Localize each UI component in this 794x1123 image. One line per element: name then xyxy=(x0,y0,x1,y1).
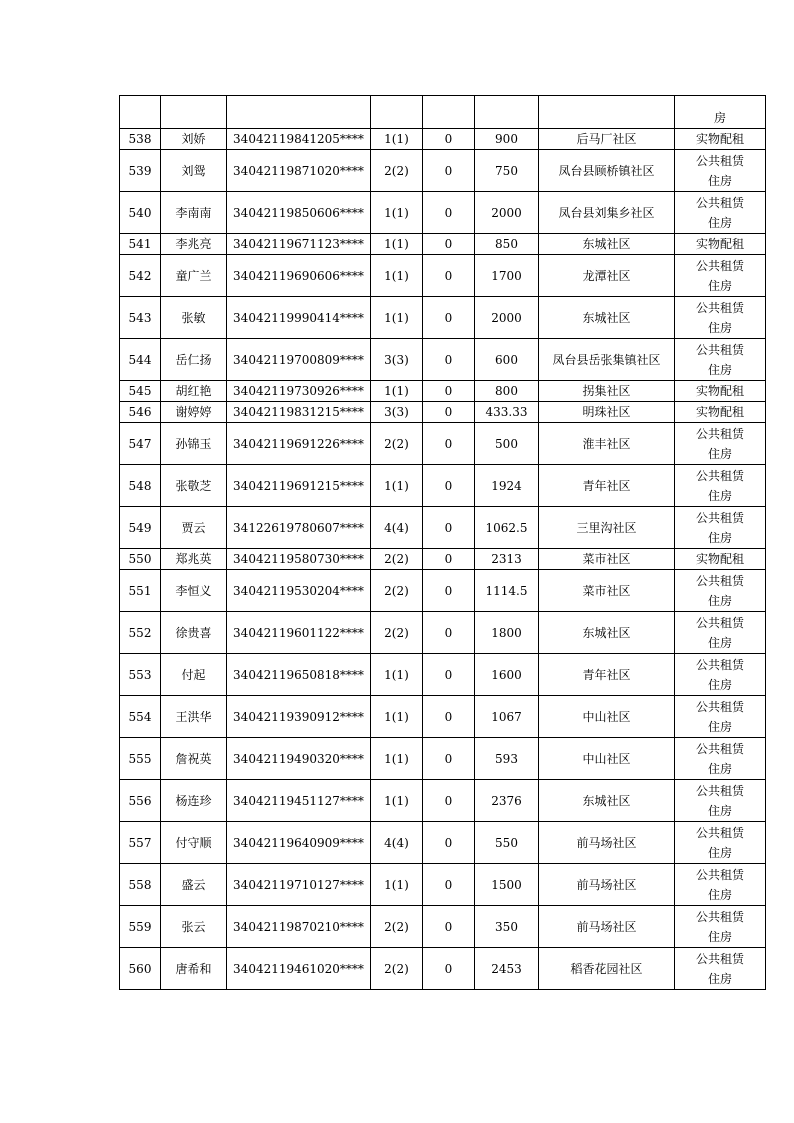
cell-no: 538 xyxy=(120,129,161,150)
table-row-continuation xyxy=(120,96,766,129)
cell-community: 稻香花园社区 xyxy=(539,948,675,990)
cell-amount: 600 xyxy=(475,339,539,381)
table-row xyxy=(120,612,766,654)
cell-count: 0 xyxy=(423,864,475,906)
cell-no: 557 xyxy=(120,822,161,864)
cell-id: 34042119841205**** xyxy=(227,129,371,150)
cell-type: 实物配租 xyxy=(675,234,766,255)
cell-type xyxy=(675,339,766,381)
table-row xyxy=(120,129,766,150)
cell-community: 淮丰社区 xyxy=(539,423,675,465)
cell-members: 2(2) xyxy=(371,948,423,990)
cell-id: 34042119710127**** xyxy=(227,864,371,906)
cell-members: 2(2) xyxy=(371,570,423,612)
cell-members: 1(1) xyxy=(371,255,423,297)
table-row xyxy=(120,507,766,549)
table-row xyxy=(120,738,766,780)
cell-name: 张云 xyxy=(161,906,227,948)
cell-id: 34042119870210**** xyxy=(227,906,371,948)
table-row xyxy=(120,465,766,507)
cell-type-text: 公共租赁住房 xyxy=(695,909,744,944)
cell-community: 菜市社区 xyxy=(539,570,675,612)
cell-amount: 550 xyxy=(475,822,539,864)
table-row xyxy=(120,234,766,255)
cell-amount: 2376 xyxy=(475,780,539,822)
cell-community: 东城社区 xyxy=(539,297,675,339)
table-row xyxy=(120,423,766,465)
cell-empty xyxy=(371,96,423,129)
cell-count: 0 xyxy=(423,654,475,696)
cell-name: 岳仁扬 xyxy=(161,339,227,381)
cell-members: 1(1) xyxy=(371,129,423,150)
table-row xyxy=(120,906,766,948)
cell-type xyxy=(675,864,766,906)
cell-count: 0 xyxy=(423,738,475,780)
cell-empty xyxy=(423,96,475,129)
cell-community: 凤台县刘集乡社区 xyxy=(539,192,675,234)
table-row xyxy=(120,255,766,297)
cell-community: 拐集社区 xyxy=(539,381,675,402)
cell-name: 王洪华 xyxy=(161,696,227,738)
cell-type xyxy=(675,822,766,864)
cell-community: 东城社区 xyxy=(539,612,675,654)
cell-id: 34042119691226**** xyxy=(227,423,371,465)
cell-no: 551 xyxy=(120,570,161,612)
cell-type-text: 公共租赁住房 xyxy=(695,153,744,188)
cell-name: 盛云 xyxy=(161,864,227,906)
cell-community: 凤台县岳张集镇社区 xyxy=(539,339,675,381)
cell-amount: 1800 xyxy=(475,612,539,654)
cell-type-text: 公共租赁住房 xyxy=(695,615,744,650)
table-row xyxy=(120,549,766,570)
cell-community: 前马场社区 xyxy=(539,864,675,906)
cell-type xyxy=(675,465,766,507)
cell-type-text: 公共租赁住房 xyxy=(695,510,744,545)
cell-name: 付守顺 xyxy=(161,822,227,864)
cell-count: 0 xyxy=(423,549,475,570)
cell-name: 李南南 xyxy=(161,192,227,234)
cell-name: 刘鸳 xyxy=(161,150,227,192)
table-row xyxy=(120,150,766,192)
cell-count: 0 xyxy=(423,465,475,507)
cell-members: 1(1) xyxy=(371,654,423,696)
cell-no: 542 xyxy=(120,255,161,297)
cell-name: 李兆亮 xyxy=(161,234,227,255)
table-row xyxy=(120,192,766,234)
cell-members: 1(1) xyxy=(371,864,423,906)
cell-id: 34042119390912**** xyxy=(227,696,371,738)
cell-community: 前马场社区 xyxy=(539,822,675,864)
cell-count: 0 xyxy=(423,234,475,255)
cell-community: 中山社区 xyxy=(539,696,675,738)
cell-no: 560 xyxy=(120,948,161,990)
cell-count: 0 xyxy=(423,570,475,612)
cell-no: 547 xyxy=(120,423,161,465)
table-row xyxy=(120,297,766,339)
cell-amount: 2313 xyxy=(475,549,539,570)
cell-name: 詹祝英 xyxy=(161,738,227,780)
cell-empty xyxy=(120,96,161,129)
cell-type-text: 公共租赁住房 xyxy=(695,573,744,608)
table-row xyxy=(120,339,766,381)
cell-amount: 500 xyxy=(475,423,539,465)
cell-name: 付起 xyxy=(161,654,227,696)
cell-no: 555 xyxy=(120,738,161,780)
cell-no: 549 xyxy=(120,507,161,549)
cell-type-text: 公共租赁住房 xyxy=(695,300,744,335)
cell-type-text: 公共租赁住房 xyxy=(695,342,744,377)
cell-amount: 1924 xyxy=(475,465,539,507)
cell-id: 34042119671123**** xyxy=(227,234,371,255)
cell-members: 3(3) xyxy=(371,402,423,423)
cell-type xyxy=(675,612,766,654)
cell-type-text: 公共租赁住房 xyxy=(695,867,744,902)
cell-amount: 1700 xyxy=(475,255,539,297)
cell-name: 唐希和 xyxy=(161,948,227,990)
cell-id: 34042119640909**** xyxy=(227,822,371,864)
cell-members: 1(1) xyxy=(371,465,423,507)
cell-no: 545 xyxy=(120,381,161,402)
cell-type xyxy=(675,507,766,549)
cell-count: 0 xyxy=(423,129,475,150)
cell-members: 1(1) xyxy=(371,297,423,339)
cell-community: 东城社区 xyxy=(539,780,675,822)
cell-type xyxy=(675,255,766,297)
cell-name: 张敏 xyxy=(161,297,227,339)
cell-amount: 1114.5 xyxy=(475,570,539,612)
cell-community: 三里沟社区 xyxy=(539,507,675,549)
cell-members: 1(1) xyxy=(371,738,423,780)
table-row xyxy=(120,654,766,696)
cell-type-text: 公共租赁住房 xyxy=(695,468,744,503)
table-row xyxy=(120,402,766,423)
cell-no: 558 xyxy=(120,864,161,906)
cell-members: 4(4) xyxy=(371,822,423,864)
cell-type xyxy=(675,423,766,465)
cell-community: 后马厂社区 xyxy=(539,129,675,150)
table-row xyxy=(120,780,766,822)
cell-no: 559 xyxy=(120,906,161,948)
cell-no: 556 xyxy=(120,780,161,822)
cell-no: 540 xyxy=(120,192,161,234)
cell-type-text: 公共租赁住房 xyxy=(695,951,744,986)
cell-name: 刘娇 xyxy=(161,129,227,150)
cell-no: 543 xyxy=(120,297,161,339)
cell-type-text: 公共租赁住房 xyxy=(695,195,744,230)
cell-amount: 1600 xyxy=(475,654,539,696)
cell-count: 0 xyxy=(423,297,475,339)
table-row xyxy=(120,948,766,990)
cell-members: 1(1) xyxy=(371,192,423,234)
cell-type-text: 公共租赁住房 xyxy=(695,699,744,734)
cell-count: 0 xyxy=(423,423,475,465)
cell-community: 青年社区 xyxy=(539,654,675,696)
cell-empty xyxy=(227,96,371,129)
cell-no: 550 xyxy=(120,549,161,570)
cell-count: 0 xyxy=(423,780,475,822)
cell-amount: 900 xyxy=(475,129,539,150)
cell-id: 34042119451127**** xyxy=(227,780,371,822)
cell-amount: 350 xyxy=(475,906,539,948)
cell-members: 4(4) xyxy=(371,507,423,549)
table-row xyxy=(120,381,766,402)
cell-type: 实物配租 xyxy=(675,381,766,402)
cell-no: 541 xyxy=(120,234,161,255)
cell-name: 郑兆英 xyxy=(161,549,227,570)
cell-id: 34042119580730**** xyxy=(227,549,371,570)
cell-type-text: 公共租赁住房 xyxy=(695,783,744,818)
cell-amount: 1062.5 xyxy=(475,507,539,549)
cell-name: 杨连珍 xyxy=(161,780,227,822)
cell-type-text: 公共租赁住房 xyxy=(695,825,744,860)
cell-no: 546 xyxy=(120,402,161,423)
cell-no: 552 xyxy=(120,612,161,654)
cell-community: 中山社区 xyxy=(539,738,675,780)
cell-amount: 2000 xyxy=(475,192,539,234)
cell-id: 34042119650818**** xyxy=(227,654,371,696)
cell-name: 童广兰 xyxy=(161,255,227,297)
cell-type xyxy=(675,192,766,234)
cell-members: 1(1) xyxy=(371,234,423,255)
cell-id: 34042119461020**** xyxy=(227,948,371,990)
cell-community: 明珠社区 xyxy=(539,402,675,423)
cell-type-text: 公共租赁住房 xyxy=(695,657,744,692)
cell-id: 34042119691215**** xyxy=(227,465,371,507)
cell-id: 34042119490320**** xyxy=(227,738,371,780)
cell-amount: 593 xyxy=(475,738,539,780)
cell-members: 1(1) xyxy=(371,780,423,822)
cell-amount: 850 xyxy=(475,234,539,255)
cell-type: 实物配租 xyxy=(675,549,766,570)
cell-community: 龙潭社区 xyxy=(539,255,675,297)
cell-community: 凤台县顾桥镇社区 xyxy=(539,150,675,192)
cell-no: 553 xyxy=(120,654,161,696)
cell-count: 0 xyxy=(423,150,475,192)
cell-type: 实物配租 xyxy=(675,129,766,150)
cell-no: 554 xyxy=(120,696,161,738)
table-row xyxy=(120,570,766,612)
cell-name: 贾云 xyxy=(161,507,227,549)
cell-amount: 1500 xyxy=(475,864,539,906)
cell-type xyxy=(675,696,766,738)
cell-members: 3(3) xyxy=(371,339,423,381)
cell-members: 2(2) xyxy=(371,612,423,654)
cell-type xyxy=(675,948,766,990)
cell-name: 谢婷婷 xyxy=(161,402,227,423)
cell-type-text: 公共租赁住房 xyxy=(695,426,744,461)
cell-community: 前马场社区 xyxy=(539,906,675,948)
cell-members: 1(1) xyxy=(371,696,423,738)
cell-id: 34042119990414**** xyxy=(227,297,371,339)
cell-name: 胡红艳 xyxy=(161,381,227,402)
cell-id: 34042119700809**** xyxy=(227,339,371,381)
cell-count: 0 xyxy=(423,339,475,381)
cell-members: 2(2) xyxy=(371,906,423,948)
cell-type-text: 公共租赁住房 xyxy=(695,258,744,293)
cell-count: 0 xyxy=(423,381,475,402)
cell-community: 青年社区 xyxy=(539,465,675,507)
table-row xyxy=(120,696,766,738)
cell-type xyxy=(675,906,766,948)
table-row xyxy=(120,864,766,906)
cell-id: 34042119831215**** xyxy=(227,402,371,423)
cell-community: 东城社区 xyxy=(539,234,675,255)
cell-count: 0 xyxy=(423,612,475,654)
cell-id: 34042119730926**** xyxy=(227,381,371,402)
cell-type: 房 xyxy=(675,96,766,129)
cell-members: 2(2) xyxy=(371,150,423,192)
table-row xyxy=(120,822,766,864)
cell-empty xyxy=(539,96,675,129)
cell-count: 0 xyxy=(423,948,475,990)
cell-id: 34042119690606**** xyxy=(227,255,371,297)
cell-count: 0 xyxy=(423,507,475,549)
cell-amount: 2000 xyxy=(475,297,539,339)
cell-no: 548 xyxy=(120,465,161,507)
cell-id: 34042119601122**** xyxy=(227,612,371,654)
cell-id: 34042119871020**** xyxy=(227,150,371,192)
cell-community: 菜市社区 xyxy=(539,549,675,570)
cell-count: 0 xyxy=(423,822,475,864)
cell-name: 孙锦玉 xyxy=(161,423,227,465)
cell-type-text: 公共租赁住房 xyxy=(695,741,744,776)
cell-no: 539 xyxy=(120,150,161,192)
cell-id: 34042119850606**** xyxy=(227,192,371,234)
cell-count: 0 xyxy=(423,696,475,738)
cell-empty xyxy=(475,96,539,129)
cell-members: 1(1) xyxy=(371,381,423,402)
cell-name: 李恒义 xyxy=(161,570,227,612)
cell-type xyxy=(675,297,766,339)
cell-count: 0 xyxy=(423,906,475,948)
cell-count: 0 xyxy=(423,192,475,234)
cell-count: 0 xyxy=(423,255,475,297)
cell-amount: 750 xyxy=(475,150,539,192)
cell-id: 34042119530204**** xyxy=(227,570,371,612)
cell-amount: 1067 xyxy=(475,696,539,738)
cell-amount: 800 xyxy=(475,381,539,402)
cell-name: 徐贵喜 xyxy=(161,612,227,654)
cell-type xyxy=(675,570,766,612)
cell-type xyxy=(675,150,766,192)
cell-empty xyxy=(161,96,227,129)
cell-members: 2(2) xyxy=(371,549,423,570)
cell-amount: 433.33 xyxy=(475,402,539,423)
cell-no: 544 xyxy=(120,339,161,381)
cell-amount: 2453 xyxy=(475,948,539,990)
cell-members: 2(2) xyxy=(371,423,423,465)
allocation-table xyxy=(119,95,766,990)
cell-name: 张敬芝 xyxy=(161,465,227,507)
cell-count: 0 xyxy=(423,402,475,423)
cell-type xyxy=(675,654,766,696)
cell-type xyxy=(675,738,766,780)
cell-id: 34122619780607**** xyxy=(227,507,371,549)
cell-type xyxy=(675,780,766,822)
cell-type: 实物配租 xyxy=(675,402,766,423)
